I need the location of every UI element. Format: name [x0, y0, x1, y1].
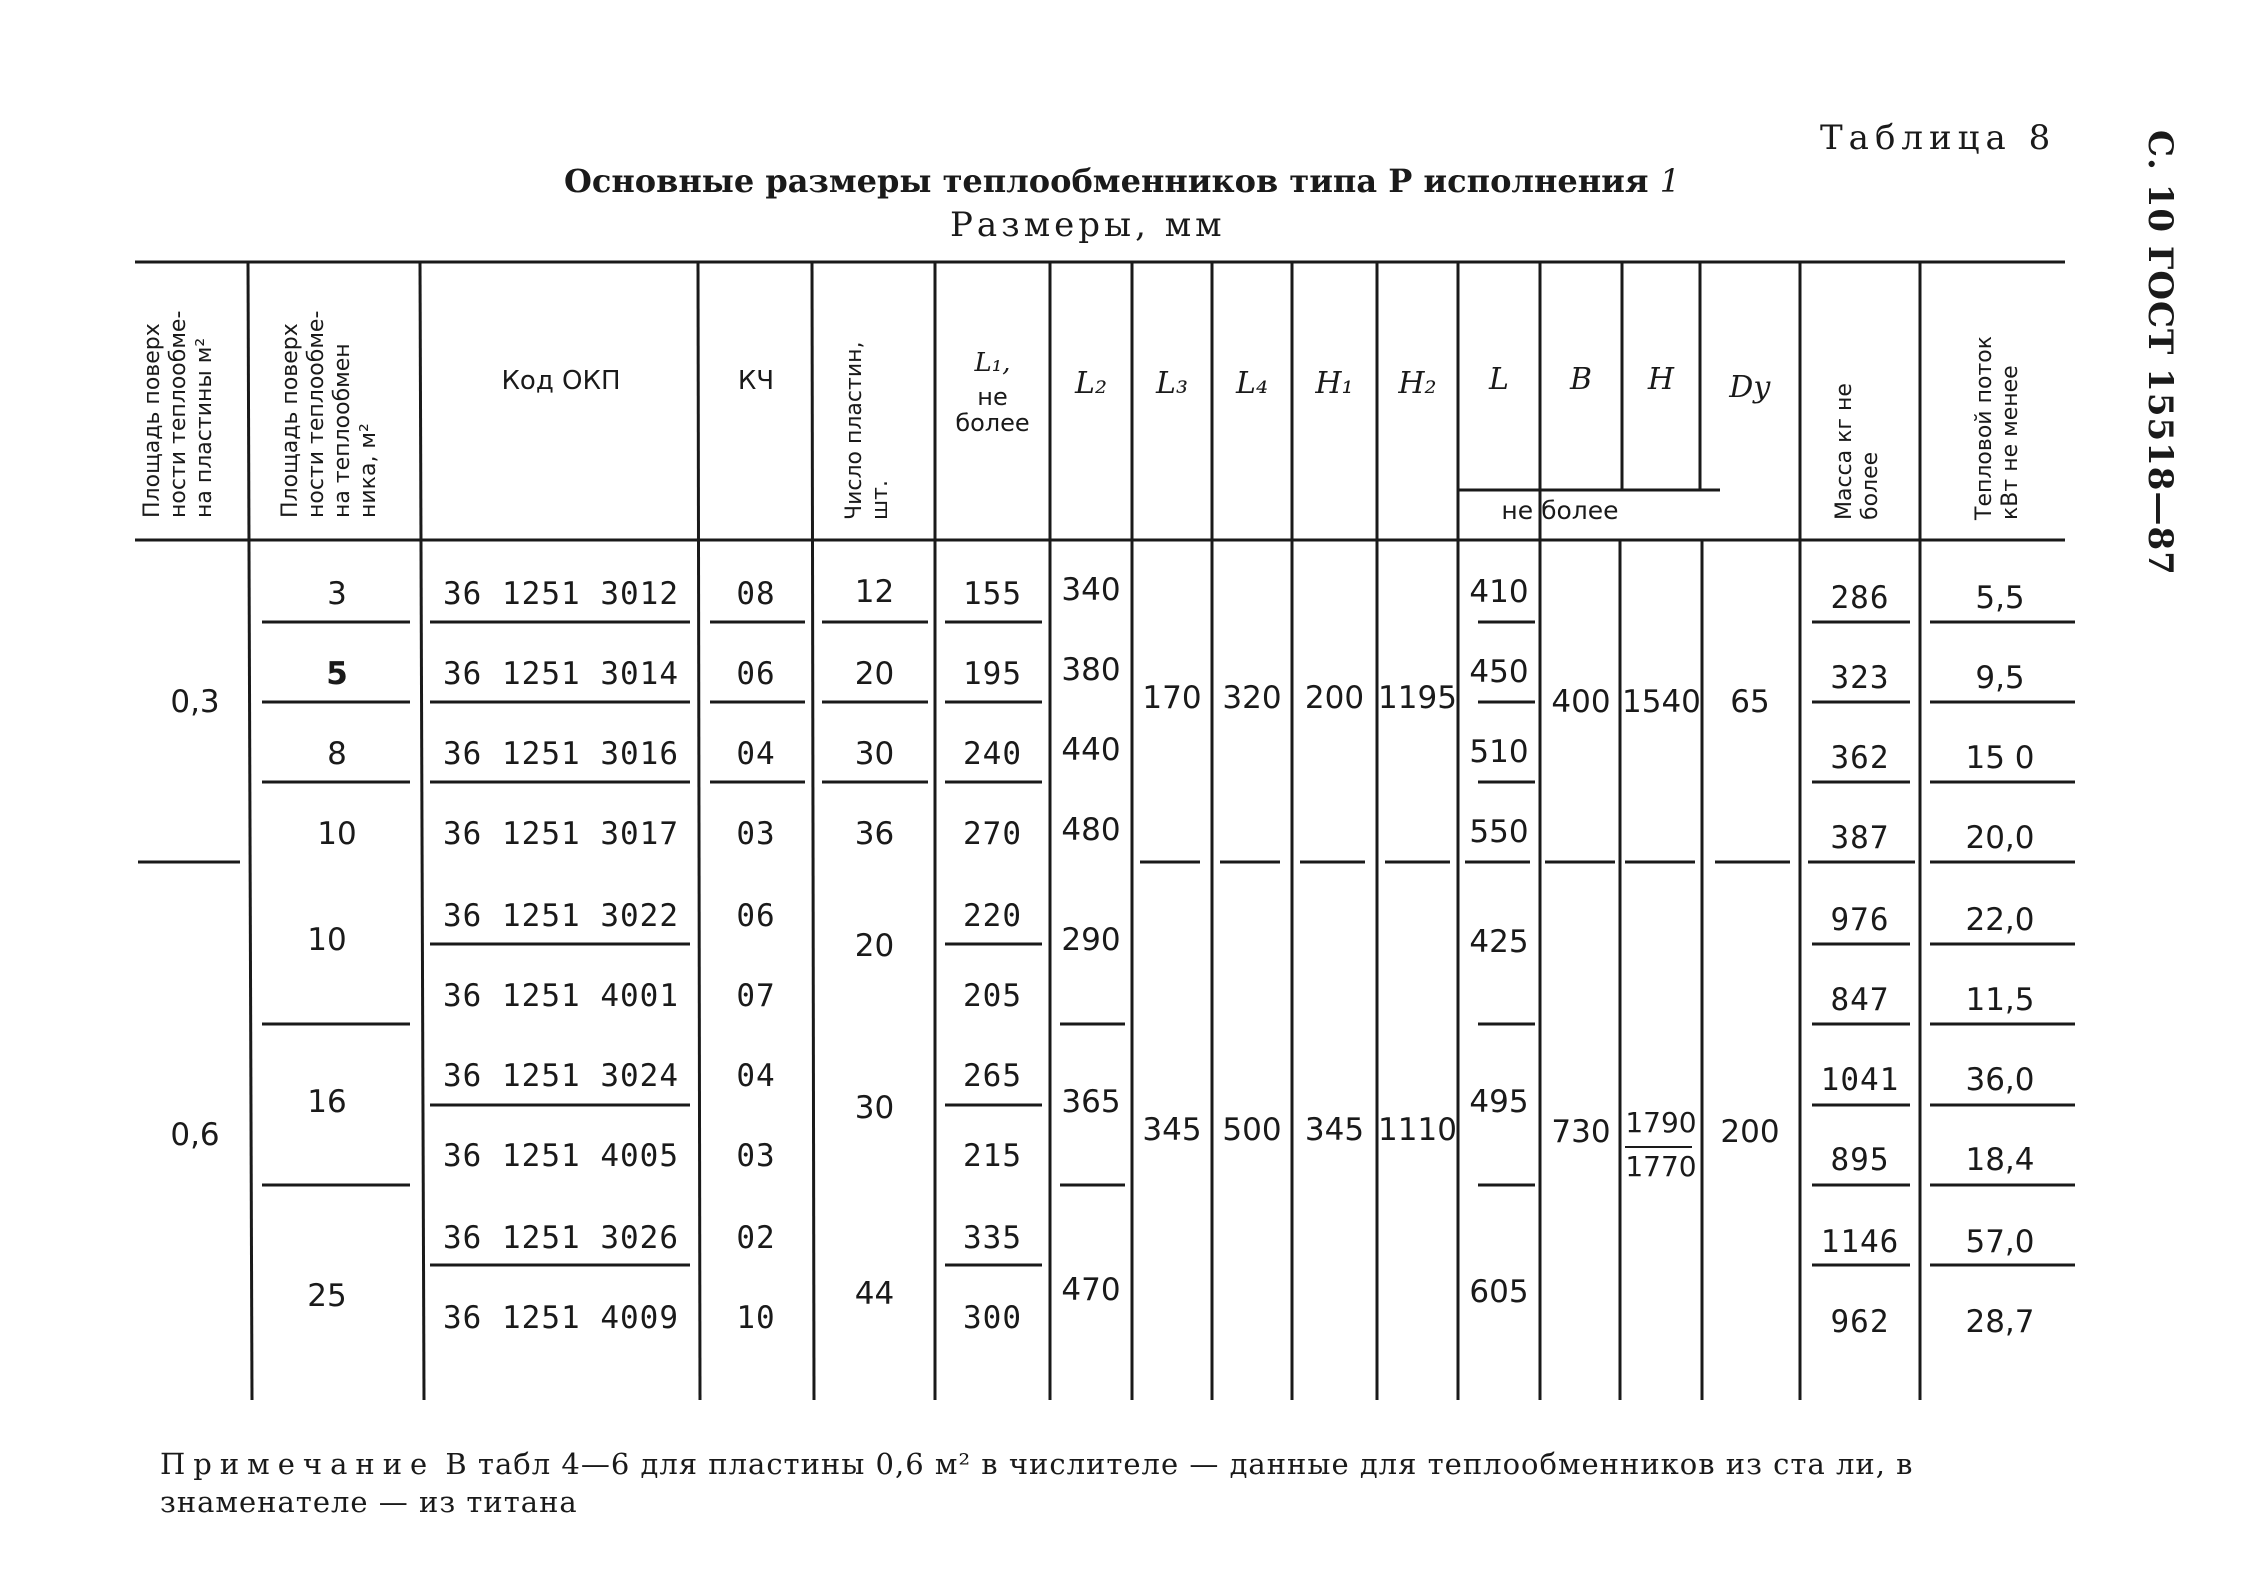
h-06-numerator: 1790: [1625, 1106, 1697, 1139]
row-6-kch: 07: [736, 978, 776, 1014]
row-3-l2: 440: [1061, 732, 1121, 768]
row-8-l1: 215: [963, 1138, 1022, 1174]
row-2-l1: 195: [963, 656, 1022, 692]
row-4-l1: 270: [963, 816, 1022, 852]
row-4-area: 10: [317, 816, 357, 852]
row-6-l1: 205: [963, 978, 1022, 1014]
row-7-kch: 04: [736, 1058, 776, 1094]
row-1-kch: 08: [736, 576, 776, 612]
table-note: [160, 1445, 2080, 1521]
b-06: 730: [1551, 1114, 1611, 1150]
row-4-mass: 387: [1830, 820, 1890, 856]
row-9-kch: 02: [736, 1220, 776, 1256]
header-h: H: [1647, 362, 1675, 397]
row-2-mass: 323: [1830, 660, 1890, 696]
row-1-plates: 12: [854, 574, 895, 610]
row-9-code: 36 1251 3026: [443, 1220, 679, 1256]
page-side-header: С. 10 ГОСТ 15518—87: [2140, 130, 2180, 576]
header-exchanger-area: Площадь поверх ности теплообме- на теплообмен ника, м²: [278, 310, 381, 518]
row-3-area: 8: [327, 736, 347, 772]
row-4-l2: 480: [1061, 812, 1121, 848]
row-1-l: 410: [1469, 574, 1529, 610]
header-okp-code: Код ОКП: [501, 366, 621, 396]
row-5-flow: 22,0: [1965, 902, 2035, 938]
row-3-l: 510: [1469, 734, 1529, 770]
row-1-flow: 5,5: [1975, 580, 2025, 616]
row-4-flow: 20,0: [1965, 820, 2035, 856]
dy-03: 65: [1730, 684, 1770, 720]
row-1-area: 3: [327, 576, 347, 612]
row-2-l2: 380: [1061, 652, 1121, 688]
header-h1: H₁: [1315, 366, 1354, 401]
header-not-more: не более: [1501, 496, 1619, 525]
header-dy: Dу: [1729, 370, 1771, 405]
row-6-flow: 11,5: [1965, 982, 2035, 1018]
header-l: L: [1489, 362, 1509, 397]
row-2-area: 5: [326, 656, 348, 692]
row-3-code: 36 1251 3016: [443, 736, 679, 772]
area-16-merged: 16: [307, 1084, 347, 1120]
header-l4: L₄: [1236, 366, 1268, 401]
row-4-code: 36 1251 3017: [443, 816, 679, 852]
l-425-merged: 425: [1469, 924, 1529, 960]
row-9-flow: 57,0: [1965, 1224, 2035, 1260]
row-4-kch: 03: [736, 816, 776, 852]
row-3-plates: 30: [854, 736, 895, 772]
row-10-code: 36 1251 4009: [443, 1300, 679, 1336]
l3-03: 170: [1142, 680, 1202, 716]
h2-03: 1195: [1378, 680, 1457, 716]
title-variant: 1: [1659, 162, 1681, 200]
row-1-l1: 155: [963, 576, 1022, 612]
row-3-flow: 15 0: [1965, 740, 2035, 776]
table-label: Таблица 8: [1820, 118, 2057, 158]
plate-area-06: 0,6: [170, 1117, 220, 1153]
row-5-kch: 06: [736, 898, 776, 934]
row-7-flow: 36,0: [1965, 1062, 2035, 1098]
row-5-code: 36 1251 3022: [443, 898, 679, 934]
header-l2: L₂: [1075, 366, 1107, 401]
plates-30-merged: 30: [854, 1090, 895, 1126]
b-03: 400: [1551, 684, 1611, 720]
note-lead: Примечание: [160, 1447, 436, 1481]
area-10-merged: 10: [307, 922, 347, 958]
plates-44-merged: 44: [854, 1276, 895, 1312]
header-plate-area: Площадь поверх ности теплообме- на пластины м²: [140, 310, 217, 518]
row-8-flow: 18,4: [1965, 1142, 2035, 1178]
row-8-mass: 895: [1830, 1142, 1890, 1178]
row-10-mass: 962: [1830, 1304, 1890, 1340]
row-8-kch: 03: [736, 1138, 776, 1174]
header-h2: H₂: [1398, 366, 1437, 401]
header-kch: КЧ: [737, 366, 775, 396]
header-mass: Масса кг не более: [1832, 383, 1883, 520]
h-06-denominator: 1770: [1625, 1150, 1697, 1183]
row-1-l2: 340: [1061, 572, 1121, 608]
note-text: В табл 4—6 для пластины 0,6 м² в числителе — данные для теплообменников из ста ли, в знаменателе — из титана: [160, 1447, 1914, 1519]
h1-03: 200: [1304, 680, 1365, 716]
row-10-kch: 10: [736, 1300, 776, 1336]
header-plates: Число пластин, шт.: [842, 341, 893, 520]
title-main: Основные размеры теплообменников типа Р исполнения: [563, 162, 1649, 200]
units-label: Размеры, мм: [950, 205, 1226, 245]
l2-470-merged: 470: [1061, 1272, 1121, 1308]
area-25-merged: 25: [307, 1278, 347, 1314]
l3-06: 345: [1142, 1112, 1202, 1148]
row-4-plates: 36: [854, 816, 895, 852]
l4-03: 320: [1222, 680, 1282, 716]
row-1-code: 36 1251 3012: [443, 576, 679, 612]
plates-20-merged: 20: [854, 928, 895, 964]
row-6-code: 36 1251 4001: [443, 978, 679, 1014]
row-2-kch: 06: [736, 656, 776, 692]
row-9-mass: 1146: [1820, 1224, 1900, 1260]
row-2-code: 36 1251 3014: [443, 656, 679, 692]
plate-area-03: 0,3: [170, 684, 220, 720]
header-l3: L₃: [1156, 366, 1188, 401]
dy-06: 200: [1720, 1114, 1780, 1150]
row-7-mass: 1041: [1820, 1062, 1900, 1098]
h1-06: 345: [1304, 1112, 1365, 1148]
row-3-l1: 240: [963, 736, 1022, 772]
row-10-flow: 28,7: [1965, 1304, 2035, 1340]
l2-290-merged: 290: [1061, 922, 1121, 958]
row-2-flow: 9,5: [1975, 660, 2025, 696]
row-8-code: 36 1251 4005: [443, 1138, 679, 1174]
row-3-kch: 04: [736, 736, 776, 772]
l-605-merged: 605: [1469, 1274, 1529, 1310]
h2-06: 1110: [1378, 1112, 1457, 1148]
row-9-l1: 335: [963, 1220, 1022, 1256]
h-03: 1540: [1622, 684, 1701, 720]
row-2-l: 450: [1469, 654, 1529, 690]
row-7-code: 36 1251 3024: [443, 1058, 679, 1094]
row-5-mass: 976: [1830, 902, 1890, 938]
header-heat-flow: Тепловой поток кВт не менее: [1972, 335, 2023, 520]
l2-365-merged: 365: [1061, 1084, 1121, 1120]
row-6-mass: 847: [1830, 982, 1890, 1018]
row-3-mass: 362: [1830, 740, 1890, 776]
row-5-l1: 220: [963, 898, 1022, 934]
row-4-l: 550: [1469, 814, 1529, 850]
row-7-l1: 265: [963, 1058, 1022, 1094]
header-l1: L₁,: [974, 348, 1011, 378]
row-2-plates: 20: [854, 656, 895, 692]
l4-06: 500: [1222, 1112, 1282, 1148]
header-l1-note: не более: [955, 383, 1030, 437]
row-10-l1: 300: [963, 1300, 1022, 1336]
header-b: B: [1569, 362, 1593, 397]
l-495-merged: 495: [1469, 1084, 1529, 1120]
row-1-mass: 286: [1830, 580, 1890, 616]
